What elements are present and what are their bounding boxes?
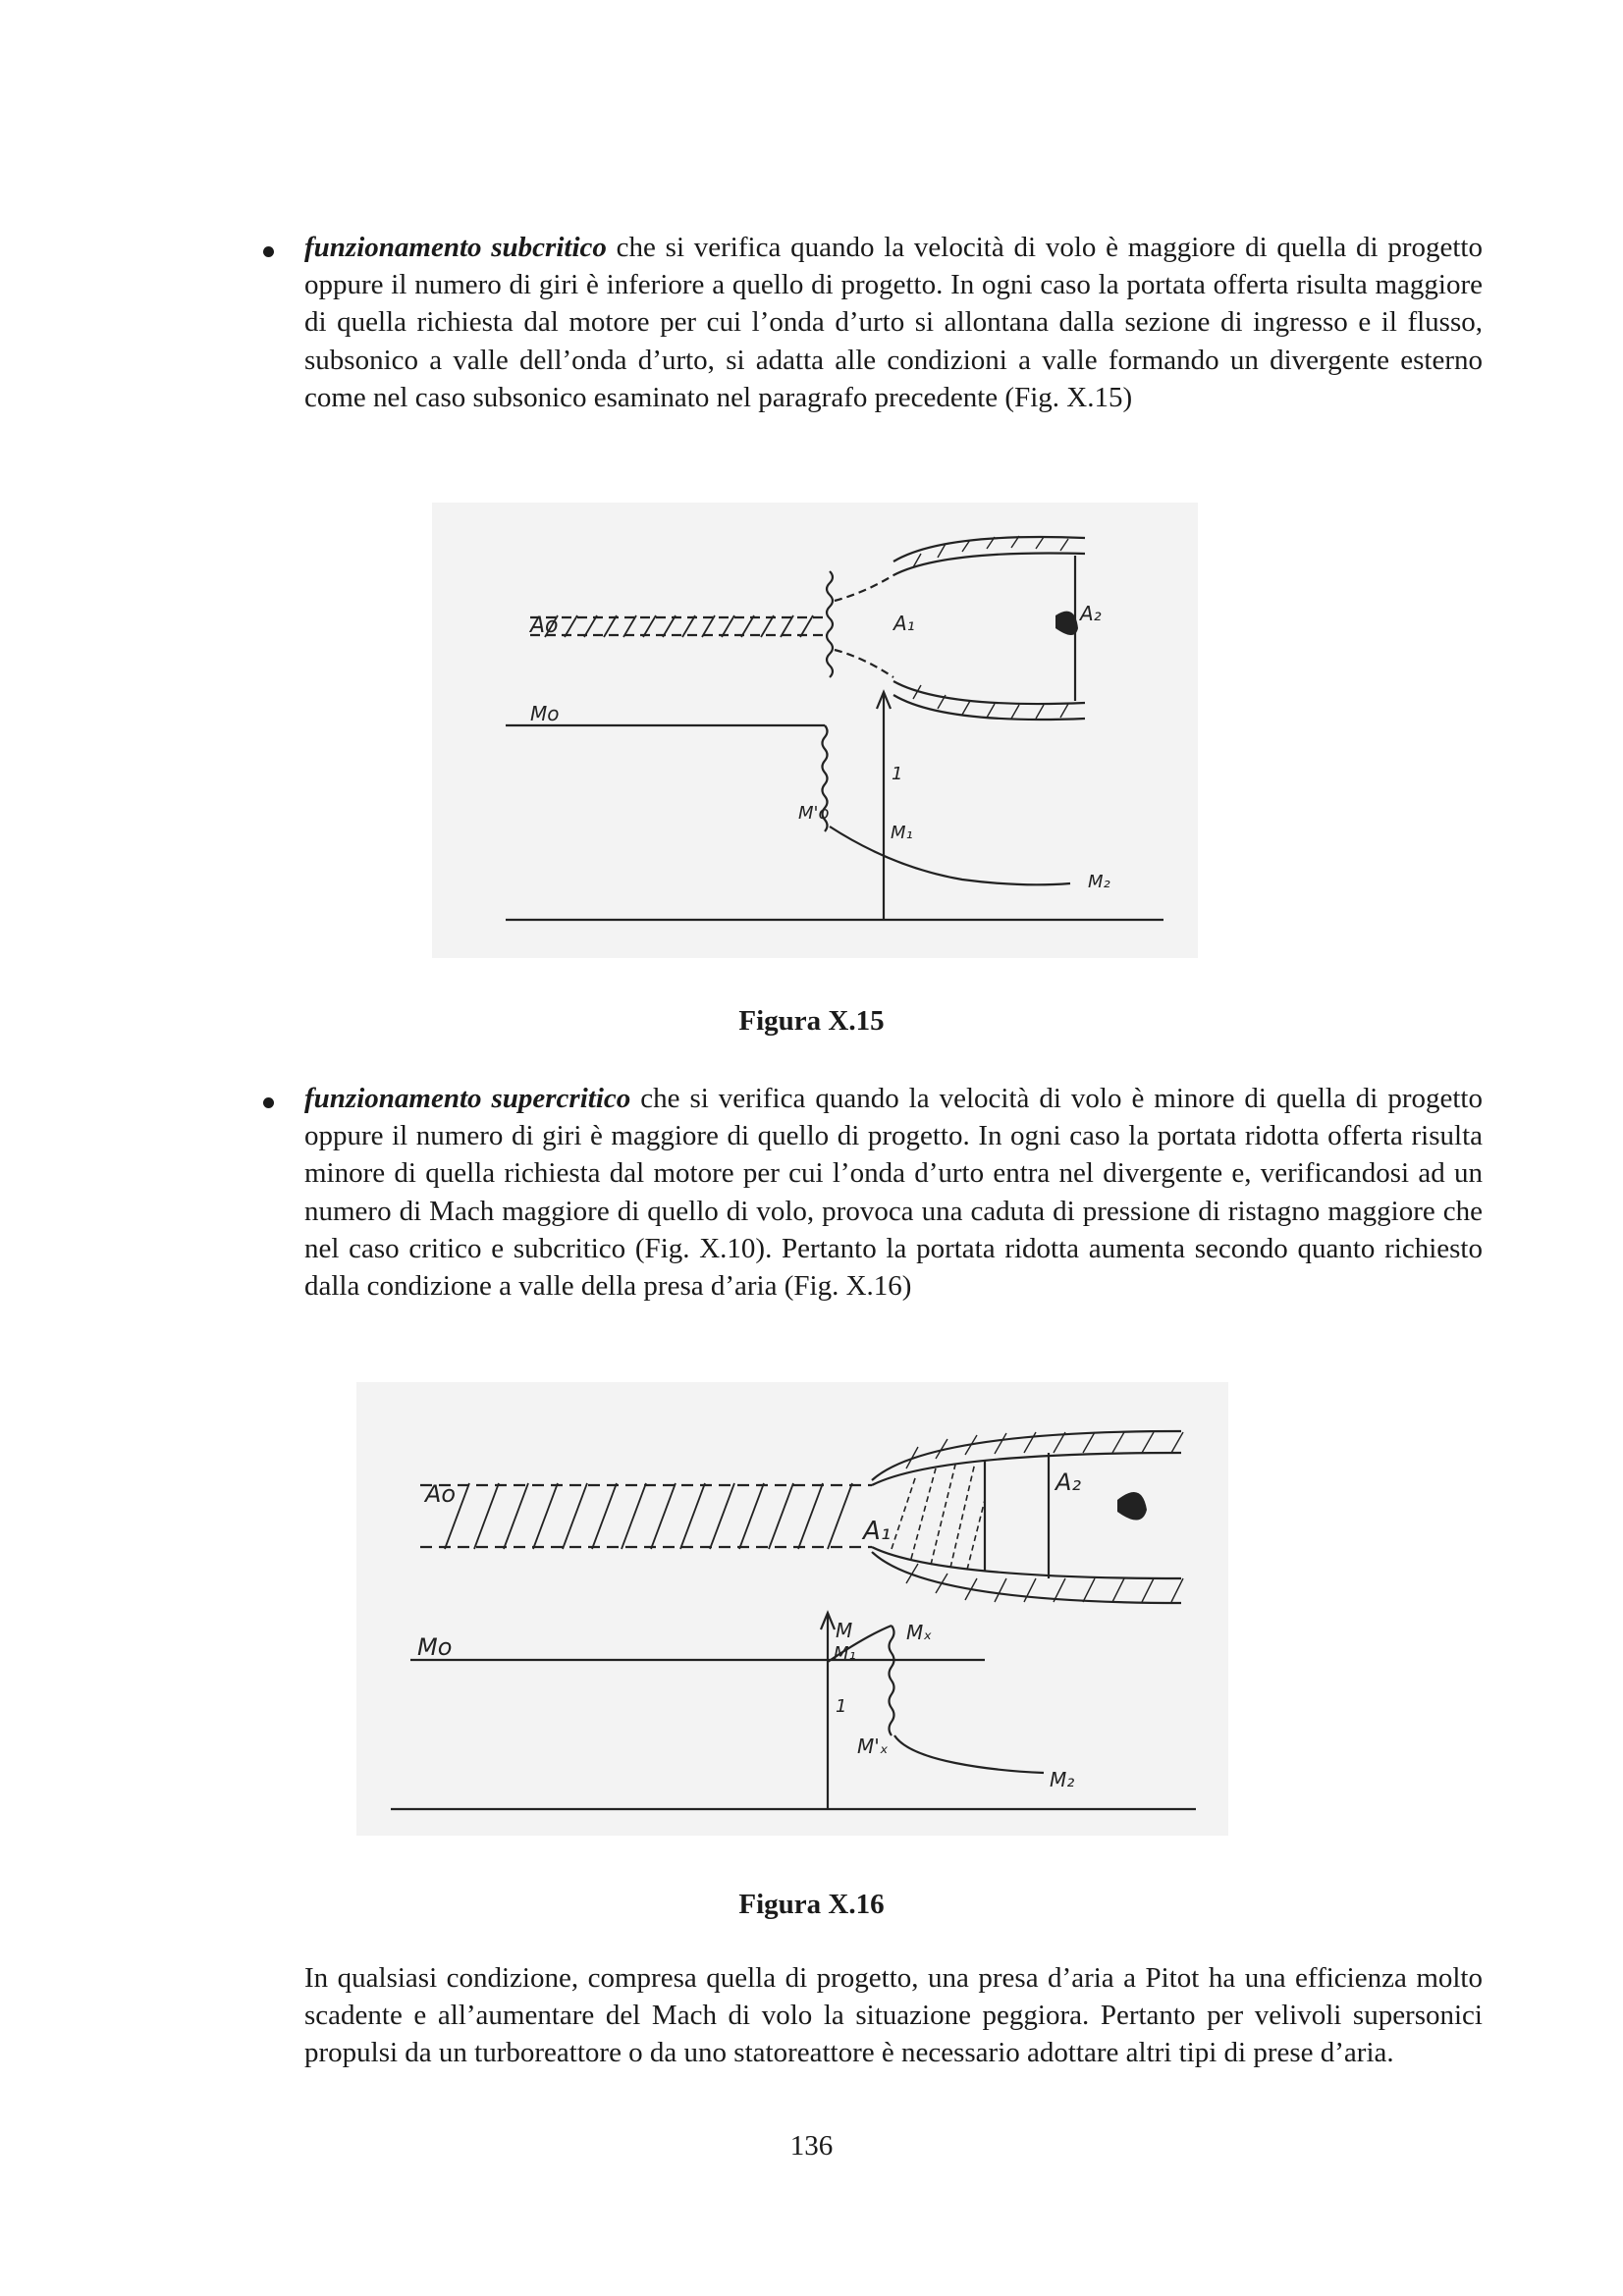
label-a2: A₂ (1055, 1468, 1082, 1496)
label-m1: M₁ (891, 823, 913, 843)
label-station-1: 1 (892, 764, 903, 784)
closing-block (304, 1959, 1483, 2072)
inlet-wall-hatch (913, 536, 1068, 719)
page-number: 136 (789, 2130, 834, 2162)
bullet-subcritico (304, 229, 1483, 416)
mach-decay (894, 1735, 1044, 1773)
mach-shock-jump (890, 1626, 894, 1735)
text-subcritico: che si verifica quando la velocità di volo è maggiore di quella di progetto oppure il numero di giri è inferiore a quello di progetto. In ogni caso la portata offerta risulta maggiore di quella richiesta dal motore per cui l’onda d’urto si allontana dalla sezione di ingresso e il flusso, subsonico a valle dell’onda d’urto, si adatta alle condizioni a valle formando un divergente esterno come nel caso subsonico esaminato nel paragrafo precedente (Fig. X.15) (304, 232, 1483, 413)
streamtube-hatch (545, 615, 813, 637)
label-a0: Ao (425, 1480, 457, 1508)
inlet-wall-upper-outer (872, 1431, 1181, 1480)
label-m: M (836, 1619, 853, 1642)
streamtube-hatch (445, 1483, 852, 1549)
label-m2: M₂ (1088, 872, 1110, 892)
inlet-wall-upper-inner (872, 1453, 1181, 1485)
label-m0-prime: M'o (798, 803, 830, 824)
text-supercritico: che si verifica quando la velocità di volo è minore di quella di progetto oppure il numero di giri è maggiore di quello di progetto. In ogni caso la portata ridotta offerta risulta minore di quella richiesta dal motore per cui l’onda d’urto entra nel divergente e, verificandosi ad un numero di Mach maggiore di quello di volo, provoca una caduta di pressione di ristagno maggiore che nel caso critico e subcritico (Fig. X.10). Pertanto la portata ridotta aumenta secondo quanto richiesto dalla condizione a valle della presa d’aria (Fig. X.16) (304, 1083, 1483, 1303)
streamline-lower (835, 650, 893, 677)
paragraph-supercritico (304, 1080, 1483, 1305)
term-supercritico: funzionamento supercritico (304, 1083, 631, 1114)
figure-x15-drawing (432, 503, 1198, 958)
label-station-1: 1 (836, 1696, 847, 1717)
term-subcritico: funzionamento subcritico (304, 232, 607, 263)
inlet-wall-upper-outer (893, 537, 1085, 561)
figure-x15 (432, 503, 1198, 958)
engine-spinner (1117, 1492, 1147, 1521)
shock-wave (827, 571, 833, 677)
label-m1: M₁ (834, 1643, 856, 1664)
figure-x16 (356, 1382, 1228, 1836)
streamline-upper (835, 575, 893, 601)
divergent-hatch (892, 1463, 985, 1570)
paragraph-closing: In qualsiasi condizione, compresa quella di progetto, una presa d’aria a Pitot ha una efficienza molto scadente e all’aumentare del Mach di volo la situazione peggiora. Pertanto per velivoli supersonici propulsi da un turboreattore o da uno statoreattore è necessario adottare altri tipi di prese d’aria. (304, 1962, 1483, 2069)
label-a2: A₂ (1080, 602, 1102, 625)
inlet-wall-lower-inner (893, 681, 1085, 704)
bullet-dot (263, 246, 274, 257)
label-m0: Mo (417, 1633, 453, 1661)
inlet-wall-lower-inner (872, 1547, 1181, 1578)
caption-x16: Figura X.16 (738, 1889, 885, 1920)
label-mx-prime: M'ₓ (857, 1735, 889, 1758)
paragraph-subcritico (304, 229, 1483, 416)
label-a1: A₁ (863, 1517, 892, 1546)
caption-x15: Figura X.15 (738, 1005, 885, 1037)
label-a1: A₁ (893, 612, 915, 635)
bullet-dot (263, 1097, 274, 1108)
inlet-wall-upper-inner (893, 553, 1085, 575)
figure-x16-drawing (356, 1382, 1228, 1836)
inlet-wall-lower-outer (893, 695, 1085, 720)
label-a0: Ao (530, 614, 559, 638)
label-mx: Mₓ (906, 1621, 933, 1644)
label-m2: M₂ (1050, 1768, 1075, 1791)
label-m0: Mo (530, 702, 560, 725)
mach-curve (830, 827, 1070, 884)
bullet-supercritico (304, 1080, 1483, 1305)
